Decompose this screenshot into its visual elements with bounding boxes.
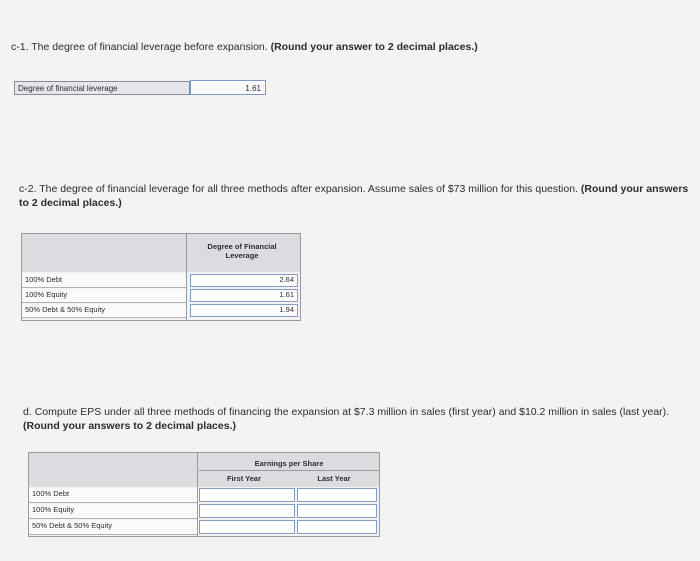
c2-row-label-debt: 100% Debt <box>22 274 186 288</box>
c1-answer-input[interactable]: 1.61 <box>190 80 266 95</box>
eps-row-label-equity: 100% Equity <box>29 504 197 519</box>
question-c1-prompt: The degree of financial leverage before expansion. <box>31 41 268 53</box>
eps-input-mixed-first[interactable] <box>199 520 295 534</box>
c2-input-debt[interactable]: 2.64 <box>190 274 298 287</box>
eps-group-header: Earnings per Share <box>254 459 324 468</box>
eps-input-equity-first[interactable] <box>199 504 295 518</box>
eps-row-label-debt: 100% Debt <box>29 488 197 503</box>
eps-row-label-mixed: 50% Debt & 50% Equity <box>29 520 197 535</box>
eps-col-last-year: Last Year <box>317 474 351 483</box>
question-d-instruction: (Round your answers to 2 decimal places.) <box>23 420 236 432</box>
question-d <box>23 405 693 433</box>
c2-input-mixed[interactable]: 1.94 <box>190 304 298 317</box>
c2-column-header: Degree of Financial Leverage <box>207 242 277 260</box>
c2-input-equity[interactable]: 1.61 <box>190 289 298 302</box>
c2-row-label-mixed: 50% Debt & 50% Equity <box>22 304 186 318</box>
question-c1-instruction: (Round your answer to 2 decimal places.) <box>270 41 478 53</box>
question-d-number: d. <box>23 406 32 418</box>
question-d-prompt: Compute EPS under all three methods of financing the expansion at $7.3 million in sales (first year) and $10.2 million in sales (last year). <box>34 406 670 418</box>
eps-input-mixed-last[interactable] <box>297 520 377 534</box>
eps-group-underline <box>199 470 379 471</box>
eps-input-equity-last[interactable] <box>297 504 377 518</box>
question-c2-number: c-2. <box>19 183 37 195</box>
c2-row-label-equity: 100% Equity <box>22 289 186 303</box>
question-c2-prompt: The degree of financial leverage for all three methods after expansion. Assume sales of $73 million for this question. <box>39 183 578 195</box>
eps-input-debt-last[interactable] <box>297 488 377 502</box>
eps-input-debt-first[interactable] <box>199 488 295 502</box>
c2-table <box>21 233 301 321</box>
question-c2 <box>19 182 699 210</box>
question-c1 <box>11 40 478 54</box>
question-c2-instruction: (Round your answers to 2 decimal places.) <box>19 183 689 209</box>
c1-row-label: Degree of financial leverage <box>14 81 190 95</box>
eps-table <box>28 452 380 537</box>
c2-divider <box>186 234 187 320</box>
eps-divider <box>197 453 198 536</box>
eps-col-first-year: First Year <box>226 474 262 483</box>
question-c1-number: c-1. <box>11 41 29 53</box>
